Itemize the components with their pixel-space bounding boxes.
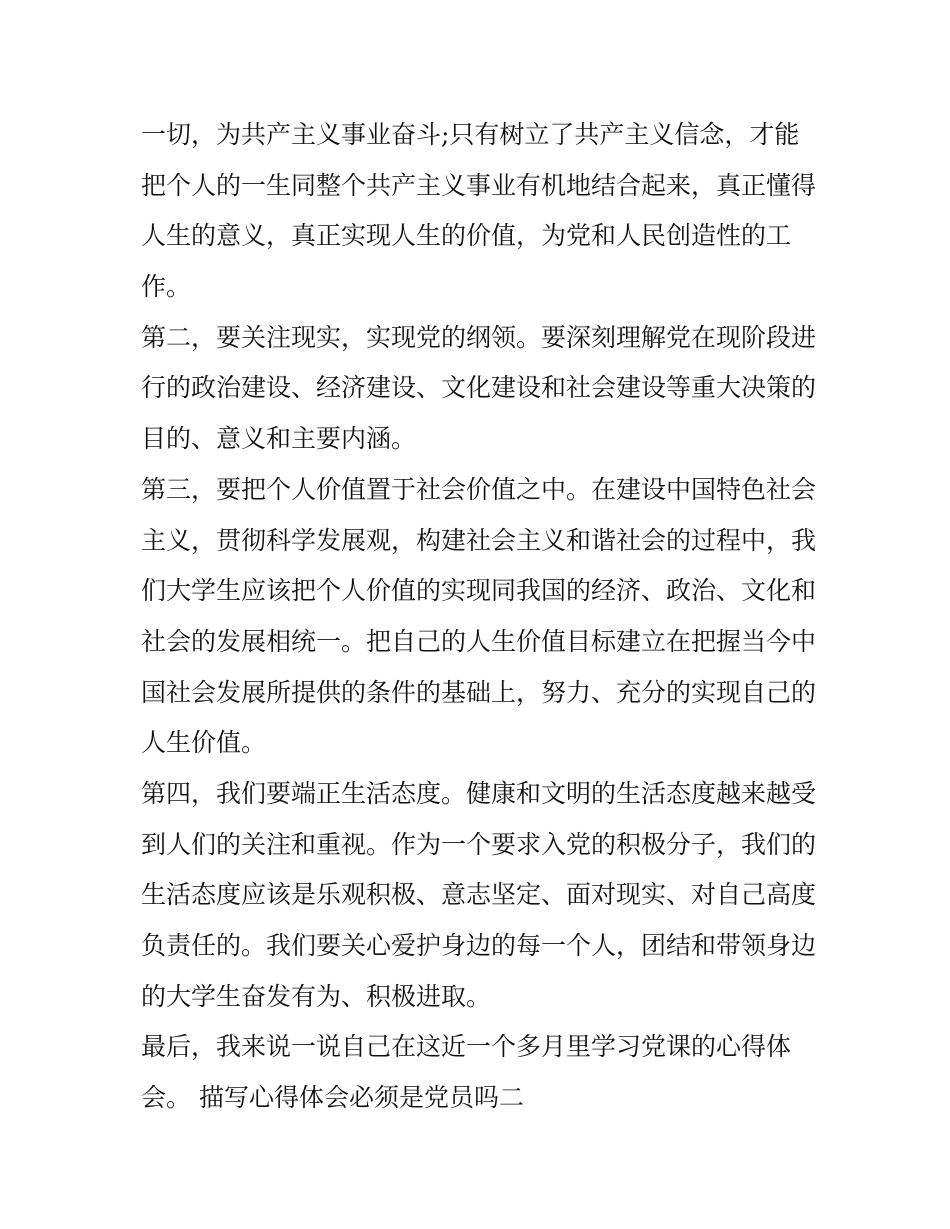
- text-line: 一切，为共产主义事业奋斗;只有树立了共产主义信念，才能: [141, 120, 800, 149]
- text-line: 人生价值。: [141, 728, 267, 758]
- text-line: 国社会发展所提供的条件的基础上，努力、充分的实现自己的: [141, 677, 817, 707]
- text-line: 人生的意义，真正实现人生的价值，为党和人民创造性的工: [141, 221, 792, 251]
- text-line: 目的、意义和主要内涵。: [141, 424, 417, 454]
- text-line: 第三，要把个人价值置于社会价值之中。在建设中国特色社会: [141, 474, 817, 504]
- text-line: 的大学生奋发有为、积极进取。: [141, 981, 492, 1011]
- text-line: 们大学生应该把个人价值的实现同我国的经济、政治、文化和: [141, 576, 817, 606]
- text-line: 生活态度应该是乐观积极、意志坚定、面对现实、对自己高度: [141, 880, 817, 910]
- text-line: 最后，我来说一说自己在这近一个多月里学习党课的心得体: [141, 1032, 792, 1062]
- text-line: 主义，贯彻科学发展观，构建社会主义和谐社会的过程中，我: [141, 525, 817, 555]
- text-line: 第二，要关注现实，实现党的纲领。要深刻理解党在现阶段进: [141, 322, 817, 352]
- text-line: 把个人的一生同整个共产主义事业有机地结合起来，真正懂得: [141, 170, 817, 200]
- text-line: 会。 描写心得体会必须是党员吗二: [141, 1083, 524, 1113]
- document-body: [141, 110, 821, 1124]
- text-line: 第四，我们要端正生活态度。健康和文明的生活态度越来越受: [141, 778, 817, 808]
- text-line: 负责任的。我们要关心爱护身边的每一个人，团结和带领身边: [141, 931, 817, 960]
- text-line: 到人们的关注和重视。作为一个要求入党的积极分子，我们的: [141, 829, 817, 859]
- text-line: 行的政治建设、经济建设、文化建设和社会建设等重大决策的: [141, 373, 817, 403]
- text-line: 社会的发展相统一。把自己的人生价值目标建立在把握当今中: [141, 626, 817, 656]
- text-line: 作。: [141, 272, 192, 302]
